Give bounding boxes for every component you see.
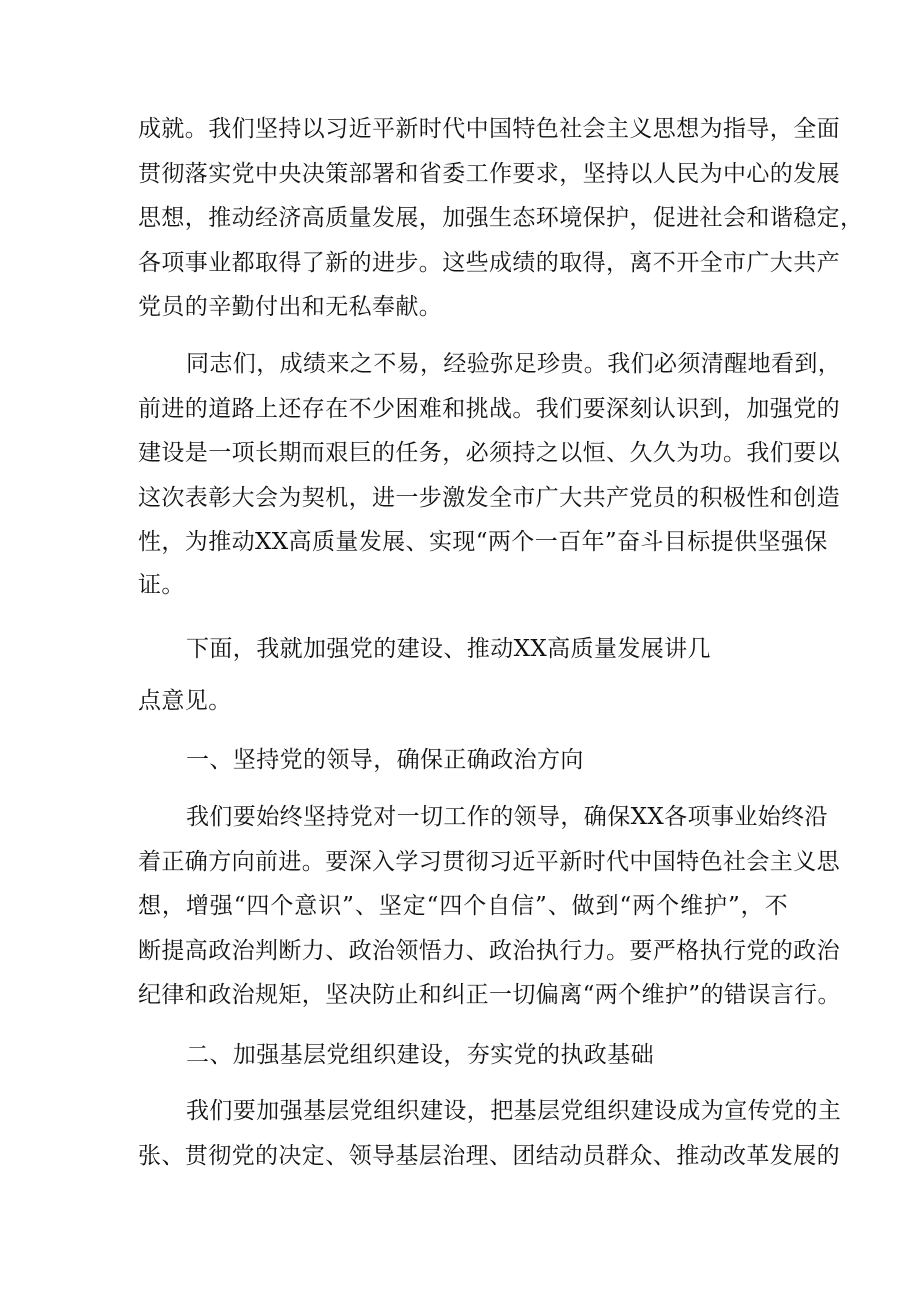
text-line: 这次表彰大会为契机，进一步激发全市广大共产党员的积极性和创造 xyxy=(138,485,840,511)
text-line: 同志们，成绩来之不易，经验弥足珍贵。我们必须清醒地看到， xyxy=(186,351,842,377)
text-line: 断提高政治判断力、政治领悟力、政治执行力。要严格执行党的政治 xyxy=(138,938,840,964)
text-line: 证。 xyxy=(138,572,185,598)
text-line: 前进的道路上还存在不少困难和挑战。我们要深刻认识到，加强党的 xyxy=(138,396,840,422)
text-line: 思想，推动经济高质量发展，加强生态环境保护，促进社会和谐稳定， xyxy=(138,205,864,231)
section-heading: 二、加强基层党组织建设，夯实党的执政基础 xyxy=(186,1042,654,1068)
text-line: 性，为推动XX高质量发展、实现“两个一百年”奋斗目标提供坚强保 xyxy=(138,529,828,555)
text-line: 成就。我们坚持以习近平新时代中国特色社会主义思想为指导，全面 xyxy=(138,116,840,142)
section-heading: 一、坚持党的领导，确保正确政治方向 xyxy=(186,747,584,773)
text-line: 纪律和政治规矩，坚决防止和纠正一切偏离“两个维护”的错误言行。 xyxy=(138,982,841,1008)
text-line: 想，增强“四个意识”、坚定“四个自信”、做到“两个维护”，不 xyxy=(138,893,788,919)
text-line: 各项事业都取得了新的进步。这些成绩的取得，离不开全市广大共产 xyxy=(138,250,840,276)
text-line: 点意见。 xyxy=(138,688,232,714)
text-line: 下面，我就加强党的建设、推动XX高质量发展讲几 xyxy=(186,636,711,662)
text-line: 我们要加强基层党组织建设，把基层党组织建设成为宣传党的主 xyxy=(186,1098,842,1124)
text-line: 党员的辛勤付出和无私奉献。 xyxy=(138,294,443,320)
text-line: 贯彻落实党中央决策部署和省委工作要求，坚持以人民为中心的发展 xyxy=(138,161,840,187)
text-line: 着正确方向前进。要深入学习贯彻习近平新时代中国特色社会主义思 xyxy=(138,849,840,875)
text-line: 我们要始终坚持党对一切工作的领导，确保XX各项事业始终沿 xyxy=(186,804,828,830)
text-line: 张、贯彻党的决定、领导基层治理、团结动员群众、推动改革发展的 xyxy=(138,1143,840,1169)
text-line: 建设是一项长期而艰巨的任务，必须持之以恒、久久为功。我们要以 xyxy=(138,440,840,466)
